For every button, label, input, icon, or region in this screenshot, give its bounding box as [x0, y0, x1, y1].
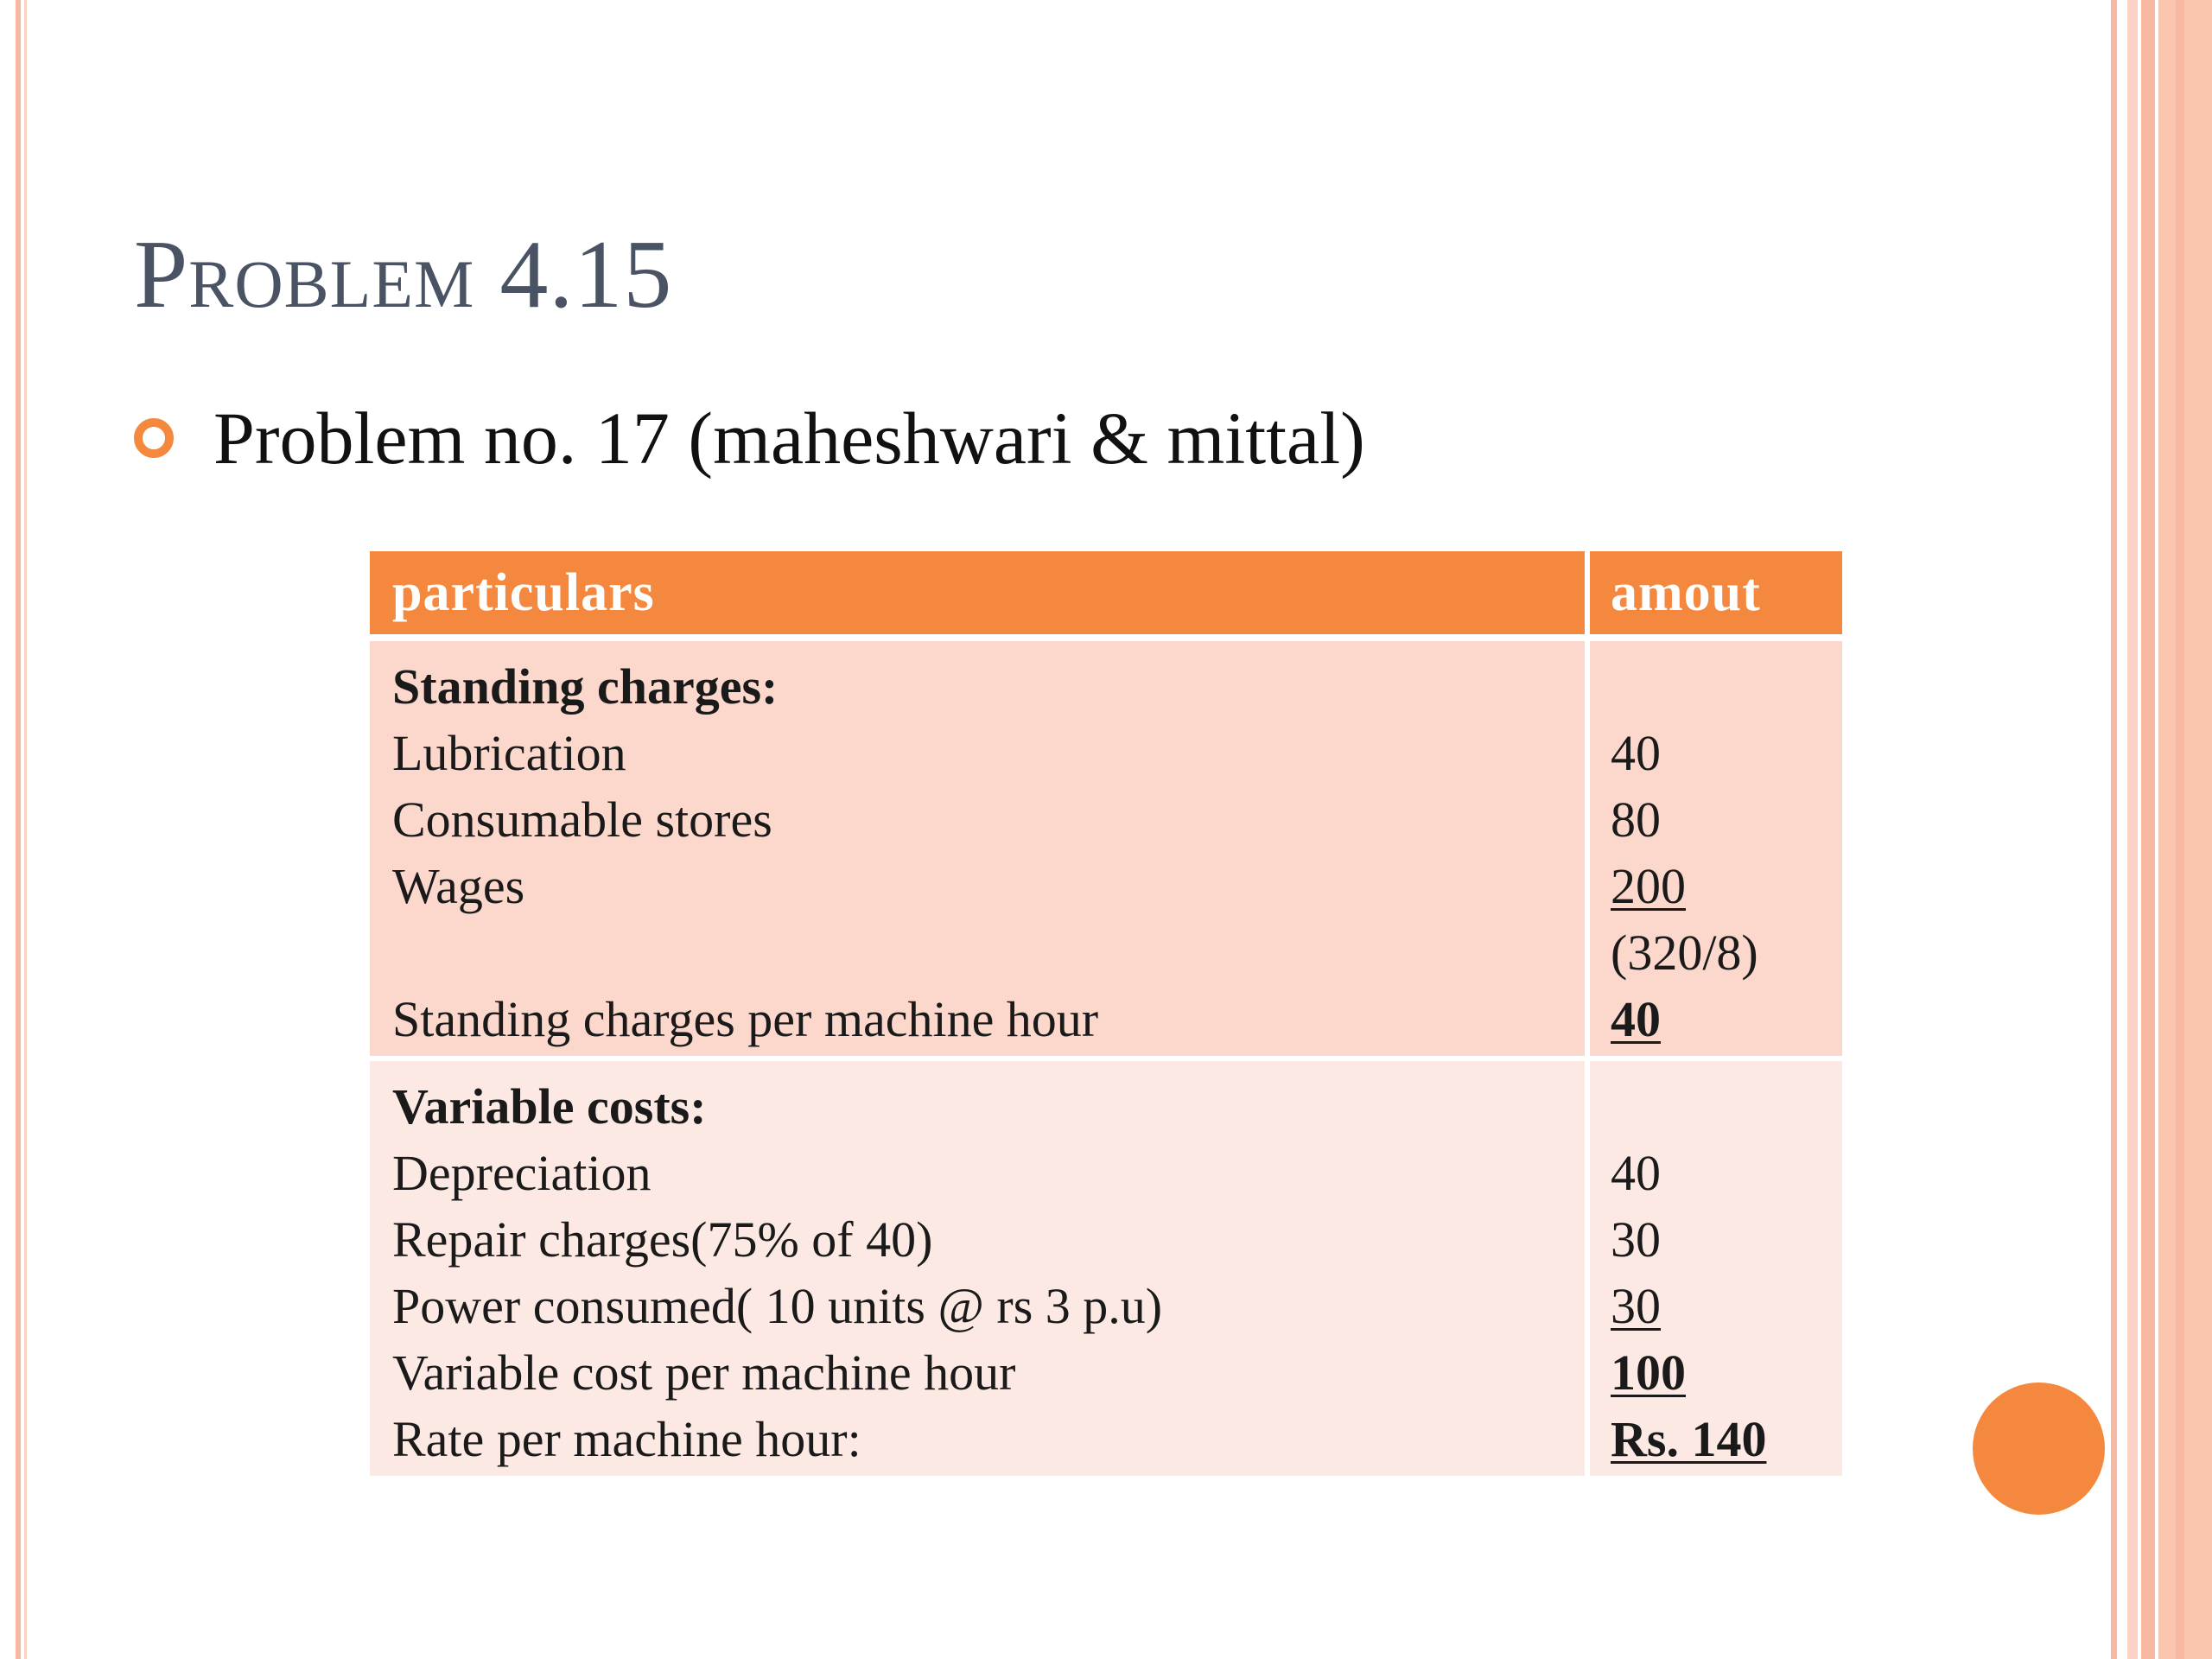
list-item: Repair charges(75% of 40)	[392, 1211, 933, 1268]
cost-table	[370, 551, 1842, 1476]
spacer-line	[1611, 1073, 1842, 1140]
circle-bullet-icon	[134, 418, 174, 458]
slide-border-right-band	[2158, 0, 2212, 1659]
standing-amount-cell	[1590, 641, 1842, 1056]
amount-value: 40	[1611, 1145, 1661, 1201]
variable-particulars-cell	[370, 1061, 1590, 1476]
spacer-line	[1611, 653, 1842, 720]
list-item: Power consumed( 10 units @ rs 3 p.u)	[392, 1278, 1163, 1334]
amount-value-underlined: 30	[1611, 1278, 1661, 1334]
table-header-row	[370, 551, 1842, 641]
bullet-text: Problem no. 17 (maheshwari & mittal)	[213, 397, 1365, 480]
variable-total-value	[1611, 1339, 1842, 1406]
standing-total-label: Standing charges per machine hour	[392, 991, 1099, 1047]
amount-value-underlined: 200	[1611, 858, 1686, 914]
list-item: Wages	[392, 858, 525, 914]
amount-value: 80	[1611, 791, 1661, 848]
amount-value: 40	[1611, 725, 1661, 781]
standing-particulars-cell	[370, 641, 1590, 1056]
header-particulars: particulars	[370, 551, 1590, 634]
bullet-item	[134, 397, 1365, 480]
calculation-note: (320/8)	[1611, 925, 1758, 981]
slide-border-right-5	[2176, 0, 2184, 1659]
variable-total-value-text: 100	[1611, 1344, 1686, 1401]
amount-value	[1611, 1273, 1842, 1339]
slide-border-right-3	[2141, 0, 2155, 1659]
slide-title: Problem 4.15	[134, 221, 673, 328]
rate-value	[1611, 1406, 1842, 1472]
standing-total-value-text: 40	[1611, 991, 1661, 1047]
decorative-circle	[1973, 1382, 2105, 1515]
variable-heading: Variable costs:	[392, 1078, 707, 1135]
standing-heading: Standing charges:	[392, 658, 779, 715]
variable-amount-cell	[1590, 1061, 1842, 1476]
slide-border-right-1	[2111, 0, 2117, 1659]
amount-value	[1611, 853, 1842, 919]
slide-border-left-inner	[24, 0, 27, 1659]
slide-border-right-2	[2127, 0, 2138, 1659]
rate-label: Rate per machine hour:	[392, 1411, 861, 1467]
variable-costs-section	[370, 1061, 1842, 1476]
list-item: Consumable stores	[392, 791, 772, 848]
spacer-line	[392, 919, 1585, 986]
header-amount: amout	[1611, 563, 1761, 622]
variable-total-label: Variable cost per machine hour	[392, 1344, 1016, 1401]
rate-value-text: Rs. 140	[1611, 1411, 1767, 1467]
standing-total-value	[1611, 986, 1842, 1052]
slide-border-left	[16, 0, 21, 1659]
list-item: Depreciation	[392, 1145, 652, 1201]
list-item: Lubrication	[392, 725, 626, 781]
standing-charges-section	[370, 641, 1842, 1061]
amount-value: 30	[1611, 1211, 1661, 1268]
